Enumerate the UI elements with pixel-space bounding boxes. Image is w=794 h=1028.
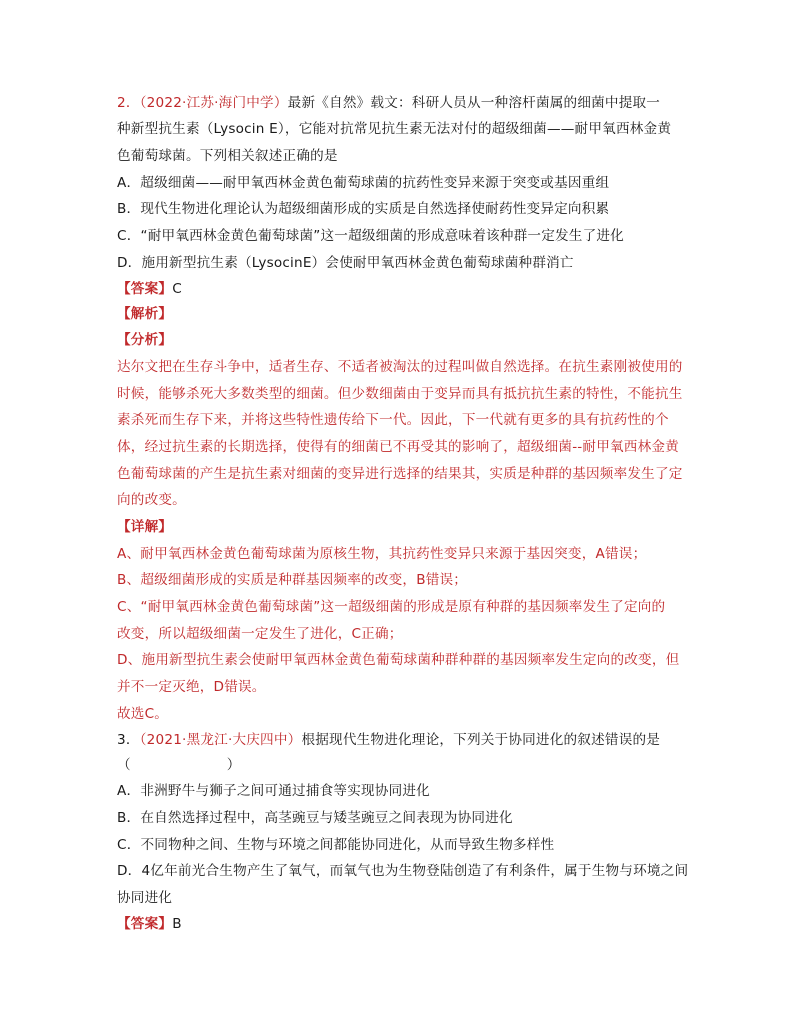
q3-stem-text1: 根据现代生物进化理论，下列关于协同进化的叙述错误的是 [301,732,661,748]
q2-xiangjie-line: C、“耐甲氧西林金黄色葡萄球菌”这一超级细菌的形成是原有种群的基因频率发生了定向的 [117,599,666,615]
q3-number: 3． [117,732,140,748]
q2-xiangjie-line: B、超级细菌形成的实质是种群基因频率的改变，B错误； [117,572,468,588]
q2-analysis-label: 【解析】 [117,306,173,322]
q3-paren-open: （ [117,757,131,773]
q2-answer-value: C [172,281,182,297]
q2-fenxi-line: 时候，能够杀死大多数类型的细菌。但少数细菌由于变异而具有抵抗抗生素的特性，不能抗生 [117,386,683,402]
q3-paren-close: ） [226,757,241,773]
q3-option-a: A．非洲野牛与狮子之间可通过捕食等实现协同进化 [117,783,430,799]
q2-xiangjie-line: 改变，所以超级细菌一定发生了进化，C正确； [117,626,403,642]
q2-option-c: C．“耐甲氧西林金黄色葡萄球菌”这一超级细菌的形成意味着该种群一定发生了进化 [117,228,624,244]
q2-xiangjie-label: 【详解】 [117,519,173,535]
q3-stem-line1 [117,731,660,749]
q2-xiangjie-line: 并不一定灭绝，D错误。 [117,679,266,695]
q2-conclusion: 故选C。 [117,706,169,722]
q2-answer-label: 【答案】 [117,281,173,297]
q2-stem-line1 [117,94,660,112]
q2-option-d: D．施用新型抗生素（LysocinE）会使耐甲氧西林金黄色葡萄球菌种群消亡 [117,255,574,271]
q3-option-b: B．在自然选择过程中，高茎豌豆与矮茎豌豆之间表现为协同进化 [117,810,513,826]
q3-answer-value: B [172,916,182,932]
q2-xiangjie-line: D、施用新型抗生素会使耐甲氧西林金黄色葡萄球菌种群种群的基因频率发生定向的改变，但 [117,652,680,668]
q2-stem-line3: 色葡萄球菌。下列相关叙述正确的是 [117,148,338,164]
q2-fenxi-line: 素杀死而生存下来，并将这些特性遗传给下一代。因此，下一代就有更多的具有抗药性的个 [117,412,669,428]
q2-fenxi-line: 色葡萄球菌的产生是抗生素对细菌的变异进行选择的结果其，实质是种群的基因频率发生了定 [117,466,683,482]
q2-stem-text1: 最新《自然》载文：科研人员从一种溶杆菌属的细菌中提取一 [287,95,661,111]
q2-answer [117,280,182,298]
q2-fenxi-label: 【分析】 [117,332,173,348]
q3-answer-blank [117,756,241,774]
q2-number: 2． [117,95,140,111]
q2-option-a: A．超级细菌——耐甲氧西林金黄色葡萄球菌的抗药性变异来源于突变或基因重组 [117,175,610,191]
q2-option-b: B．现代生物进化理论认为超级细菌形成的实质是自然选择使耐药性变异定向积累 [117,201,610,217]
q3-option-d: D．4亿年前光合生物产生了氧气，而氧气也为生物登陆创造了有利条件，属于生物与环境之间 [117,863,689,879]
q2-source: （2022·江苏·海门中学） [139,95,288,111]
q3-option-c: C．不同物种之间、生物与环境之间都能协同进化，从而导致生物多样性 [117,837,555,853]
q3-answer-label: 【答案】 [117,916,173,932]
q3-answer [117,915,182,933]
q2-fenxi-line: 达尔文把在生存斗争中，适者生存、不适者被淘汰的过程叫做自然选择。在抗生素刚被使用的 [117,359,683,375]
q2-xiangjie-line: A、耐甲氧西林金黄色葡萄球菌为原核生物，其抗药性变异只来源于基因突变，A错误； [117,546,647,562]
q2-stem-line2: 种新型抗生素（Lysocin E），它能对抗常见抗生素无法对付的超级细菌——耐甲氧西林金黄 [117,121,672,137]
q2-fenxi-line: 向的改变。 [117,492,186,508]
q3-source: （2021·黑龙江·大庆四中） [139,732,302,748]
q2-fenxi-line: 体，经过抗生素的长期选择，使得有的细菌已不再受其的影响了，超级细菌--耐甲氧西林金黄 [117,439,679,455]
q3-option-d-cont: 协同进化 [117,890,173,906]
